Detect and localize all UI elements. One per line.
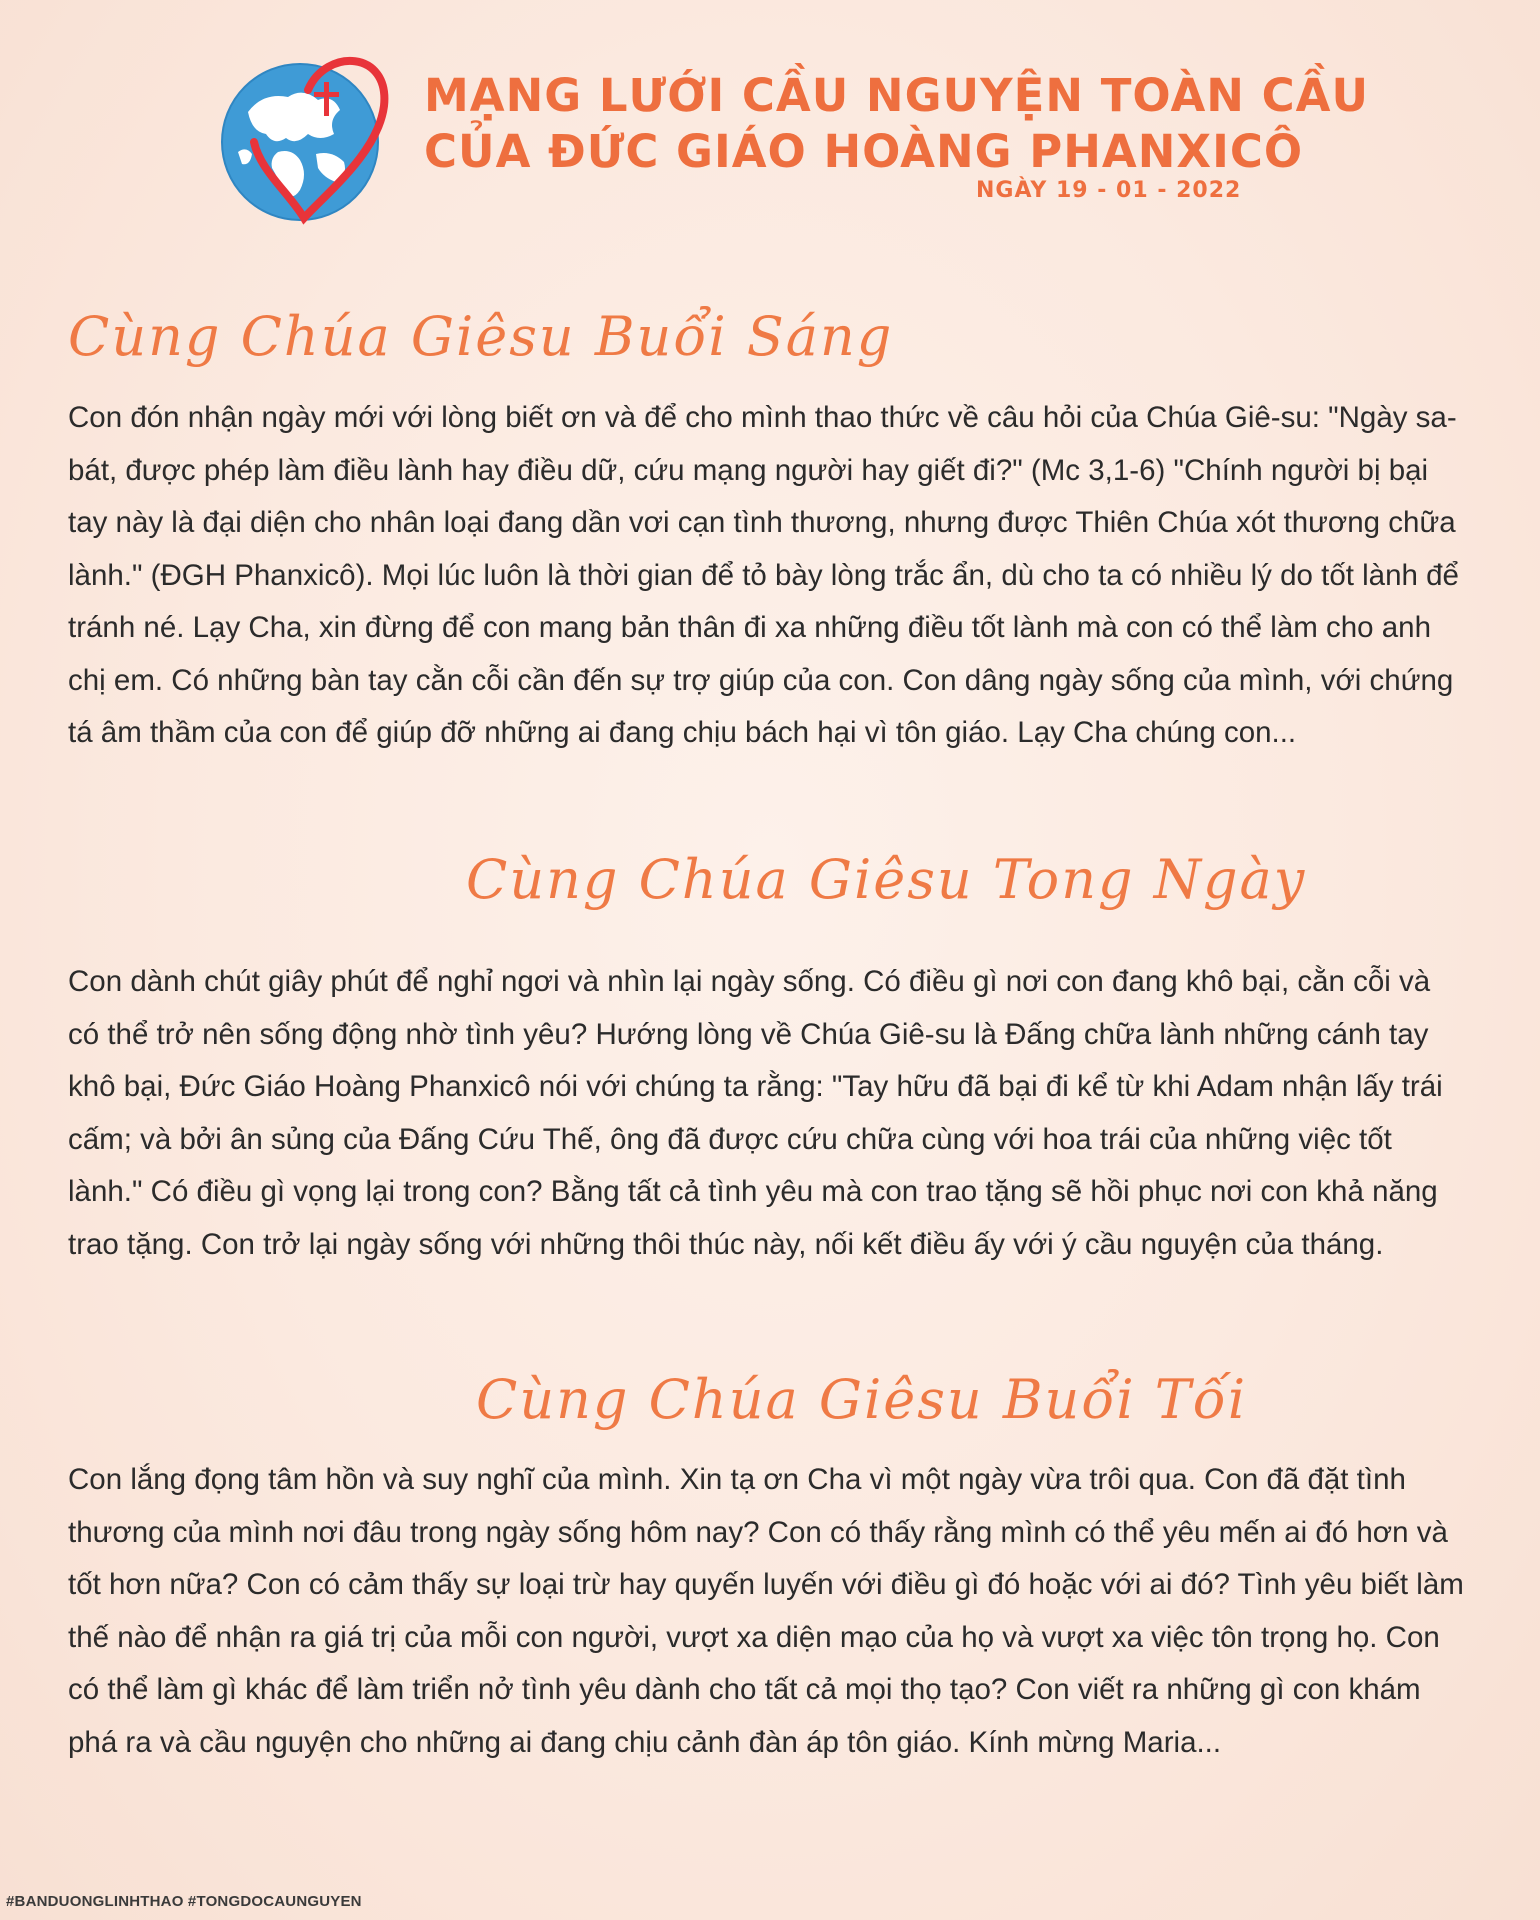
date-label: NGÀY 19 - 01 - 2022 bbox=[976, 178, 1242, 203]
title-line-1: MẠNG LƯỚI CẦU NGUYỆN TOÀN CẦU bbox=[424, 69, 1369, 122]
title-line-2: CỦA ĐỨC GIÁO HOÀNG PHANXICÔ bbox=[424, 125, 1304, 178]
midday-heading: Cùng Chúa Giêsu Tong Ngày bbox=[466, 848, 1307, 911]
footer-hashtags: #BANDUONGLINHTHAO #TONGDOCAUNGUYEN bbox=[6, 1893, 362, 1910]
globe-heart-cross-logo bbox=[208, 42, 408, 232]
evening-paragraph: Con lắng đọng tâm hồn và suy nghĩ của mình. Xin tạ ơn Cha vì một ngày vừa trôi qua. Con đã đặt tình thương của mình nơi đâu trong ngày sống hôm nay? Con có thấy rằng mình có thể yêu mến ai đó hơn và tốt hơn nữa? Con có cảm thấy sự loại trừ hay quyến luyến với điều gì đó hoặc với ai đó? Tình yêu biết làm thế nào để nhận ra giá trị của mỗi con người, vượt xa diện mạo của họ và vượt xa việc tôn trọng họ. Con có thể làm gì khác để làm triển nở tình yêu dành cho tất cả mọi thọ tạo? Con viết ra những gì con khám phá ra và cầu nguyện cho những ai đang chịu cảnh đàn áp tôn giáo. Kính mừng Maria... bbox=[68, 1463, 1464, 1759]
title-block bbox=[424, 68, 1369, 180]
midday-paragraph: Con dành chút giây phút để nghỉ ngơi và nhìn lại ngày sống. Có điều gì nơi con đang khô bại, cằn cỗi và có thể trở nên sống động nhờ tình yêu? Hướng lòng về Chúa Giê-su là Đấng chữa lành những cánh tay khô bại, Đức Giáo Hoàng Phanxicô nói với chúng ta rằng: "Tay hữu đã bại đi kể từ khi Adam nhận lấy trái cấm; và bởi ân sủng của Đấng Cứu Thế, ông đã được cứu chữa cùng với hoa trái của những việc tốt lành." Có điều gì vọng lại trong con? Bằng tất cả tình yêu mà con trao tặng sẽ hồi phục nơi con khả năng trao tặng. Con trở lại ngày sống với những thôi thúc này, nối kết điều ấy với ý cầu nguyện của tháng. bbox=[68, 965, 1443, 1261]
header bbox=[0, 0, 1540, 260]
evening-heading: Cùng Chúa Giêsu Buổi Tối bbox=[476, 1368, 1248, 1431]
morning-heading: Cùng Chúa Giêsu Buổi Sáng bbox=[68, 305, 894, 368]
morning-paragraph: Con đón nhận ngày mới với lòng biết ơn và để cho mình thao thức về câu hỏi của Chúa Giê-su: "Ngày sa-bát, được phép làm điều lành hay điều dữ, cứu mạng người hay giết đi?" (Mc 3,1-6) "Chính người bị bại tay này là đại diện cho nhân loại đang dần vơi cạn tình thương, nhưng được Thiên Chúa xót thương chữa lành." (ĐGH Phanxicô). Mọi lúc luôn là thời gian để tỏ bày lòng trắc ẩn, dù cho ta có nhiều lý do tốt lành để tránh né. Lạy Cha, xin đừng để con mang bản thân đi xa những điều tốt lành mà con có thể làm cho anh chị em. Có những bàn tay cằn cỗi cần đến sự trợ giúp của con. Con dâng ngày sống của mình, với chứng tá âm thầm của con để giúp đỡ những ai đang chịu bách hại vì tôn giáo. Lạy Cha chúng con... bbox=[68, 401, 1459, 749]
